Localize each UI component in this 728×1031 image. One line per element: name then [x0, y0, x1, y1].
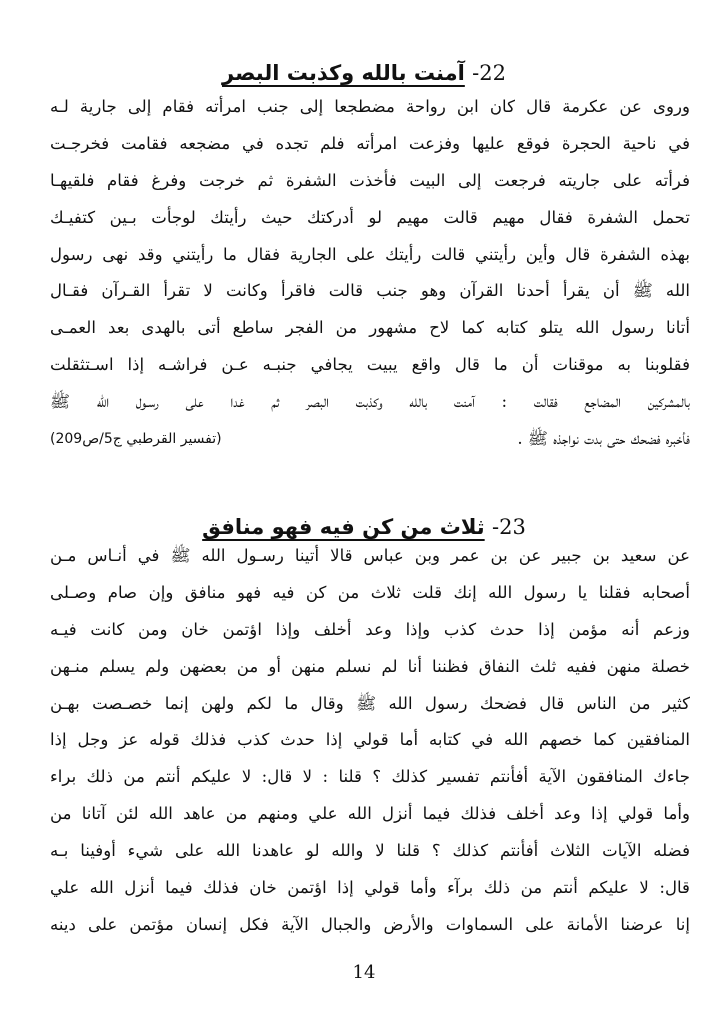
section-title: آمنت بالله وكذبت البصر: [222, 61, 465, 85]
source-reference: (تفسير القرطبي ج5/ص209): [50, 431, 222, 448]
closing-sentence: فأخبره فضحك حتى بدت نواجذه ﷺ .: [517, 429, 690, 449]
text-line: كثير من الناس قال فضحك رسول الله ﷺ وقال ما لكم ولهن إنما خصـصت بهـن: [50, 693, 690, 713]
text-line: وروى عن عكرمة قال كان ابن رواحة مضطجعا إلى جنب امرأته فقام إلى جارية لـه: [50, 97, 690, 116]
section-number: 23-: [491, 515, 526, 539]
text-line: إنا عرضنا الأمانة على السماوات والأرض والجبال الآية فكل إنسان مؤتمن على دينه: [50, 914, 690, 934]
text-line: وأما قولي إذا وعد أخلف فذلك فيما أنزل الله علي ومنهم من عاهد الله لئن آتانا من: [50, 804, 690, 824]
section-body-23: [50, 538, 690, 944]
text-line: فقلوبنا به موقنات أن ما قال واقع يبيت يجافي جنبـه عـن فراشـه إذا اسـتثقلت: [50, 355, 690, 375]
text-line: خصلة منهن ففيه ثلث النفاق فظننا أنا لم نسلم منهن أو من بعضهن ولم يسلم منـهن: [50, 656, 690, 676]
section-heading-22: [0, 58, 728, 88]
text-line: بهذه الشفرة قال وأين رأيتني قالت رأيتك على الجارية فقال ما رأيتني وقد نهى رسول: [50, 244, 690, 264]
text-line: أصحابه فقلنا يا رسول الله إنك قلت ثلاث من كن فيه فهو منافق وإن صام وصـلى: [50, 582, 690, 602]
text-line: تحمل الشفرة فقال مهيم قالت مهيم لو أدركتك حيث رأيتك لوجأت بـين كتفيـك: [50, 207, 690, 227]
text-line: بالمشركين المضاجع فقالت : آمنت بالله وكذبت البصر ثم غدا على رسـول الله ﷺ: [50, 392, 690, 412]
text-line: في ناحية الحجرة فوقع عليها وفزعت امرأته فلم تجده في مضجعه فقامت فخرجـت: [50, 133, 690, 153]
text-line: جاءك المنافقون الآية أفأنتم تفسير كذلك ؟ قلنا : لا قال: لا عليكم أنتم من ذلك براء: [50, 767, 690, 787]
text-line: عن سعيد بن جبير عن بن عمر وبن عباس قالا أتينا رسـول الله ﷺ في أنـاس مـن: [50, 546, 690, 565]
page-number: 14: [352, 962, 376, 983]
section-number: 22-: [472, 61, 506, 85]
section-body-22: [50, 89, 690, 458]
text-line: المنافقين كما خصهم الله في كتابه أما قولي إذا حدث كذب فذلك قوله عز وجل إذا: [50, 730, 690, 750]
text-line: وزعم أنه مؤمن إذا حدث كذب وإذا وعد أخلف وإذا اؤتمن خان ومن كانت فيـه: [50, 619, 690, 639]
text-line: أتانا رسول الله يتلو كتابه كما لاح مشهور من الفجر ساطع أتى بالهدى بعد العمـى: [50, 318, 690, 338]
text-line-last: [50, 421, 690, 458]
text-line: فضله الآيات الثلاث أفأنتم كذلك ؟ قلنا لا والله لو عاهدنا الله على شيء أوفينا بـه: [50, 841, 690, 861]
text-line: قال: لا عليكم أنتم من ذلك برآء وأما قولي إذا اؤتمن خان فذلك فيما أنزل الله علي: [50, 878, 690, 898]
text-line: الله ﷺ أن يقرأ أحدنا القرآن وهو جنب قالت فاقرأ وكانت لا تقرأ القـرآن فقـال: [50, 281, 690, 301]
text-line: فرأته على جاريته فرجعت إلى البيت فأخذت الشفرة ثم خرجت وفرغ فقام فلقيهـا: [50, 170, 690, 190]
section-title: ثلاث من كن فيه فهو منافق: [202, 515, 485, 539]
